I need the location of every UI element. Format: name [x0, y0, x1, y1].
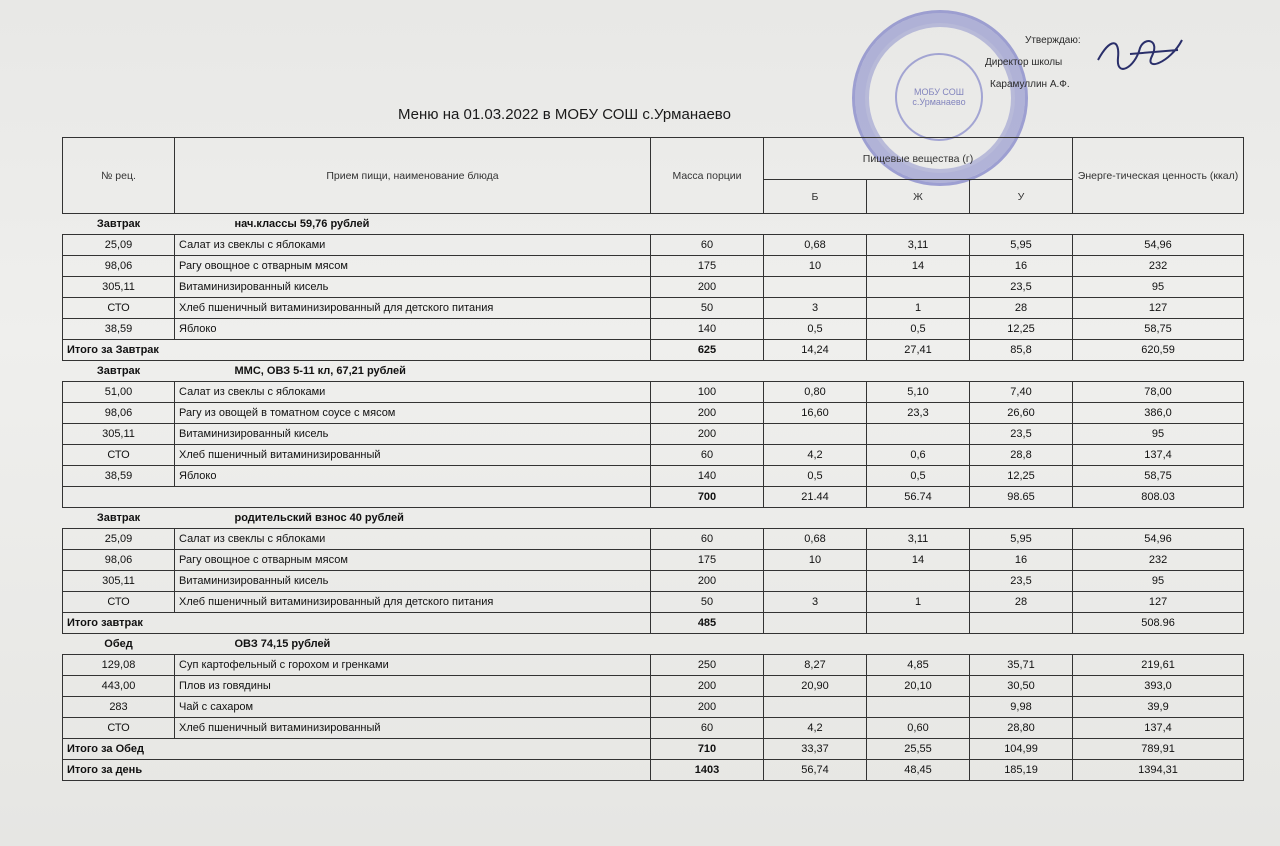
cell-name: Хлеб пшеничный витаминизированный: [175, 445, 651, 466]
cell-rec: 25,09: [63, 235, 175, 256]
total-row: [63, 739, 1244, 760]
total-b: 14,24: [764, 340, 867, 361]
cell-energy: 219,61: [1073, 655, 1244, 676]
section-header: [63, 361, 1244, 382]
cell-u: 30,50: [970, 676, 1073, 697]
total-zh: 25,55: [867, 739, 970, 760]
table-row: [63, 466, 1244, 487]
cell-name: Яблоко: [175, 319, 651, 340]
cell-u: 16: [970, 550, 1073, 571]
total-row: [63, 613, 1244, 634]
cell-energy: 95: [1073, 277, 1244, 298]
day-total-energy: 1394,31: [1073, 760, 1244, 781]
total-zh: 56.74: [867, 487, 970, 508]
cell-rec: СТО: [63, 592, 175, 613]
cell-u: 28,80: [970, 718, 1073, 739]
section-header: [63, 508, 1244, 529]
cell-zh: 0,60: [867, 718, 970, 739]
cell-name: Рагу овощное с отварным мясом: [175, 256, 651, 277]
day-total-mass: 1403: [651, 760, 764, 781]
cell-zh: 3,11: [867, 529, 970, 550]
cell-rec: 129,08: [63, 655, 175, 676]
cell-zh: 1: [867, 298, 970, 319]
cell-zh: 14: [867, 256, 970, 277]
total-b: 33,37: [764, 739, 867, 760]
cell-rec: 98,06: [63, 550, 175, 571]
header-name: Прием пищи, наименование блюда: [175, 138, 651, 214]
total-mass: 485: [651, 613, 764, 634]
total-u: 85,8: [970, 340, 1073, 361]
total-row: [63, 340, 1244, 361]
cell-b: 0,80: [764, 382, 867, 403]
cell-name: Плов из говядины: [175, 676, 651, 697]
cell-rec: 51,00: [63, 382, 175, 403]
cell-zh: 5,10: [867, 382, 970, 403]
day-total-u: 185,19: [970, 760, 1073, 781]
total-energy: 789,91: [1073, 739, 1244, 760]
cell-zh: [867, 277, 970, 298]
header-b: Б: [764, 180, 867, 214]
cell-b: 0,68: [764, 529, 867, 550]
section-subtitle: ОВЗ 74,15 рублей: [175, 634, 1244, 655]
cell-energy: 137,4: [1073, 445, 1244, 466]
total-b: 21.44: [764, 487, 867, 508]
total-mass: 710: [651, 739, 764, 760]
total-u: [970, 613, 1073, 634]
day-total-b: 56,74: [764, 760, 867, 781]
cell-energy: 232: [1073, 256, 1244, 277]
header-zh: Ж: [867, 180, 970, 214]
cell-b: 3: [764, 298, 867, 319]
table-row: [63, 655, 1244, 676]
header-nutrients: Пищевые вещества (г): [764, 138, 1073, 180]
cell-b: 0,68: [764, 235, 867, 256]
cell-name: Яблоко: [175, 466, 651, 487]
total-label: Итого за Завтрак: [63, 340, 651, 361]
cell-energy: 386,0: [1073, 403, 1244, 424]
table-row: [63, 298, 1244, 319]
cell-b: 10: [764, 550, 867, 571]
cell-name: Салат из свеклы с яблоками: [175, 529, 651, 550]
cell-b: 8,27: [764, 655, 867, 676]
cell-u: 35,71: [970, 655, 1073, 676]
stamp-center: [895, 53, 983, 141]
table-row: [63, 256, 1244, 277]
cell-energy: 95: [1073, 424, 1244, 445]
cell-name: Витаминизированный кисель: [175, 571, 651, 592]
cell-zh: 23,3: [867, 403, 970, 424]
header-u: У: [970, 180, 1073, 214]
cell-mass: 200: [651, 277, 764, 298]
total-zh: [867, 613, 970, 634]
cell-mass: 200: [651, 697, 764, 718]
cell-b: 4,2: [764, 445, 867, 466]
cell-u: 5,95: [970, 529, 1073, 550]
total-label: Итого завтрак: [63, 613, 651, 634]
cell-rec: 305,11: [63, 424, 175, 445]
cell-u: 28: [970, 298, 1073, 319]
cell-mass: 60: [651, 445, 764, 466]
cell-mass: 175: [651, 256, 764, 277]
cell-b: 16,60: [764, 403, 867, 424]
cell-energy: 54,96: [1073, 529, 1244, 550]
total-energy: 808.03: [1073, 487, 1244, 508]
cell-energy: 58,75: [1073, 466, 1244, 487]
cell-rec: 98,06: [63, 403, 175, 424]
cell-mass: 200: [651, 403, 764, 424]
total-zh: 27,41: [867, 340, 970, 361]
section-label: Завтрак: [63, 361, 175, 382]
cell-mass: 50: [651, 592, 764, 613]
cell-u: 23,5: [970, 277, 1073, 298]
cell-rec: 38,59: [63, 466, 175, 487]
header-rec: № рец.: [63, 138, 175, 214]
total-row: [63, 487, 1244, 508]
section-subtitle: родительский взнос 40 рублей: [175, 508, 1244, 529]
table-row: [63, 424, 1244, 445]
cell-u: 23,5: [970, 424, 1073, 445]
header-mass: Масса порции: [651, 138, 764, 214]
cell-mass: 60: [651, 235, 764, 256]
cell-zh: [867, 424, 970, 445]
cell-mass: 60: [651, 718, 764, 739]
day-total-zh: 48,45: [867, 760, 970, 781]
total-energy: 508.96: [1073, 613, 1244, 634]
cell-zh: 0,5: [867, 319, 970, 340]
cell-mass: 200: [651, 676, 764, 697]
cell-b: 0,5: [764, 319, 867, 340]
cell-rec: СТО: [63, 298, 175, 319]
cell-u: 16: [970, 256, 1073, 277]
total-mass: 700: [651, 487, 764, 508]
cell-energy: 127: [1073, 592, 1244, 613]
approval-line-1: Утверждаю:: [1025, 35, 1081, 46]
cell-zh: [867, 571, 970, 592]
cell-energy: 127: [1073, 298, 1244, 319]
cell-b: [764, 424, 867, 445]
cell-mass: 250: [651, 655, 764, 676]
cell-energy: 232: [1073, 550, 1244, 571]
table-row: [63, 592, 1244, 613]
cell-energy: 95: [1073, 571, 1244, 592]
cell-zh: 14: [867, 550, 970, 571]
cell-zh: 1: [867, 592, 970, 613]
stamp-text: МОБУ СОШ с.Урманаево: [912, 87, 966, 107]
total-energy: 620,59: [1073, 340, 1244, 361]
page-title: Меню на 01.03.2022 в МОБУ СОШ с.Урманаево: [398, 106, 731, 123]
cell-rec: 443,00: [63, 676, 175, 697]
cell-mass: 140: [651, 466, 764, 487]
cell-mass: 60: [651, 529, 764, 550]
cell-name: Рагу овощное с отварным мясом: [175, 550, 651, 571]
cell-name: Чай с сахаром: [175, 697, 651, 718]
cell-b: 20,90: [764, 676, 867, 697]
cell-name: Хлеб пшеничный витаминизированный для детского питания: [175, 592, 651, 613]
cell-zh: 3,11: [867, 235, 970, 256]
cell-name: Рагу из овощей в томатном соусе с мясом: [175, 403, 651, 424]
approval-line-2: Директор школы: [985, 57, 1063, 68]
section-label: Завтрак: [63, 214, 175, 235]
cell-b: [764, 277, 867, 298]
cell-b: 0,5: [764, 466, 867, 487]
cell-name: Витаминизированный кисель: [175, 424, 651, 445]
cell-name: Витаминизированный кисель: [175, 277, 651, 298]
cell-rec: 305,11: [63, 571, 175, 592]
cell-rec: 98,06: [63, 256, 175, 277]
cell-name: Суп картофельный с горохом и гренками: [175, 655, 651, 676]
cell-u: 12,25: [970, 466, 1073, 487]
cell-mass: 100: [651, 382, 764, 403]
total-b: [764, 613, 867, 634]
table-row: [63, 697, 1244, 718]
table-row: [63, 676, 1244, 697]
section-subtitle: нач.классы 59,76 рублей: [175, 214, 1244, 235]
total-label: [63, 487, 651, 508]
cell-u: 12,25: [970, 319, 1073, 340]
cell-name: Салат из свеклы с яблоками: [175, 382, 651, 403]
day-total-row: [63, 760, 1244, 781]
cell-mass: 140: [651, 319, 764, 340]
cell-b: [764, 571, 867, 592]
total-mass: 625: [651, 340, 764, 361]
cell-zh: [867, 697, 970, 718]
cell-energy: 39,9: [1073, 697, 1244, 718]
menu-table: [62, 137, 1244, 781]
table-row: [63, 550, 1244, 571]
table-row: [63, 403, 1244, 424]
section-label: Завтрак: [63, 508, 175, 529]
cell-rec: 38,59: [63, 319, 175, 340]
section-header: [63, 214, 1244, 235]
section-header: [63, 634, 1244, 655]
approval-line-3: Карамуллин А.Ф.: [990, 79, 1070, 90]
total-label: Итого за Обед: [63, 739, 651, 760]
cell-energy: 137,4: [1073, 718, 1244, 739]
cell-u: 9,98: [970, 697, 1073, 718]
total-u: 104,99: [970, 739, 1073, 760]
cell-energy: 58,75: [1073, 319, 1244, 340]
day-total-label: Итого за день: [63, 760, 651, 781]
cell-energy: 78,00: [1073, 382, 1244, 403]
section-subtitle: ММС, ОВЗ 5-11 кл, 67,21 рублей: [175, 361, 1244, 382]
cell-rec: 25,09: [63, 529, 175, 550]
cell-mass: 200: [651, 571, 764, 592]
cell-energy: 54,96: [1073, 235, 1244, 256]
table-row: [63, 235, 1244, 256]
cell-b: [764, 697, 867, 718]
cell-u: 7,40: [970, 382, 1073, 403]
section-label: Обед: [63, 634, 175, 655]
cell-zh: 0,6: [867, 445, 970, 466]
cell-u: 5,95: [970, 235, 1073, 256]
header-energy: Энерге-тическая ценность (ккал): [1073, 138, 1244, 214]
cell-u: 26,60: [970, 403, 1073, 424]
signature-icon: [1090, 28, 1190, 78]
cell-zh: 20,10: [867, 676, 970, 697]
cell-name: Хлеб пшеничный витаминизированный: [175, 718, 651, 739]
table-row: [63, 571, 1244, 592]
cell-rec: СТО: [63, 445, 175, 466]
cell-name: Хлеб пшеничный витаминизированный для детского питания: [175, 298, 651, 319]
table-row: [63, 529, 1244, 550]
header-row: [63, 138, 1244, 180]
cell-energy: 393,0: [1073, 676, 1244, 697]
cell-mass: 175: [651, 550, 764, 571]
cell-u: 28,8: [970, 445, 1073, 466]
total-u: 98.65: [970, 487, 1073, 508]
cell-b: 3: [764, 592, 867, 613]
cell-b: 10: [764, 256, 867, 277]
table-row: [63, 319, 1244, 340]
table-row: [63, 445, 1244, 466]
cell-u: 28: [970, 592, 1073, 613]
cell-zh: 4,85: [867, 655, 970, 676]
menu-body: [63, 214, 1244, 781]
table-row: [63, 277, 1244, 298]
cell-rec: СТО: [63, 718, 175, 739]
table-row: [63, 382, 1244, 403]
cell-mass: 200: [651, 424, 764, 445]
cell-rec: 305,11: [63, 277, 175, 298]
cell-rec: 283: [63, 697, 175, 718]
table-row: [63, 718, 1244, 739]
cell-mass: 50: [651, 298, 764, 319]
cell-name: Салат из свеклы с яблоками: [175, 235, 651, 256]
cell-b: 4,2: [764, 718, 867, 739]
cell-u: 23,5: [970, 571, 1073, 592]
cell-zh: 0,5: [867, 466, 970, 487]
